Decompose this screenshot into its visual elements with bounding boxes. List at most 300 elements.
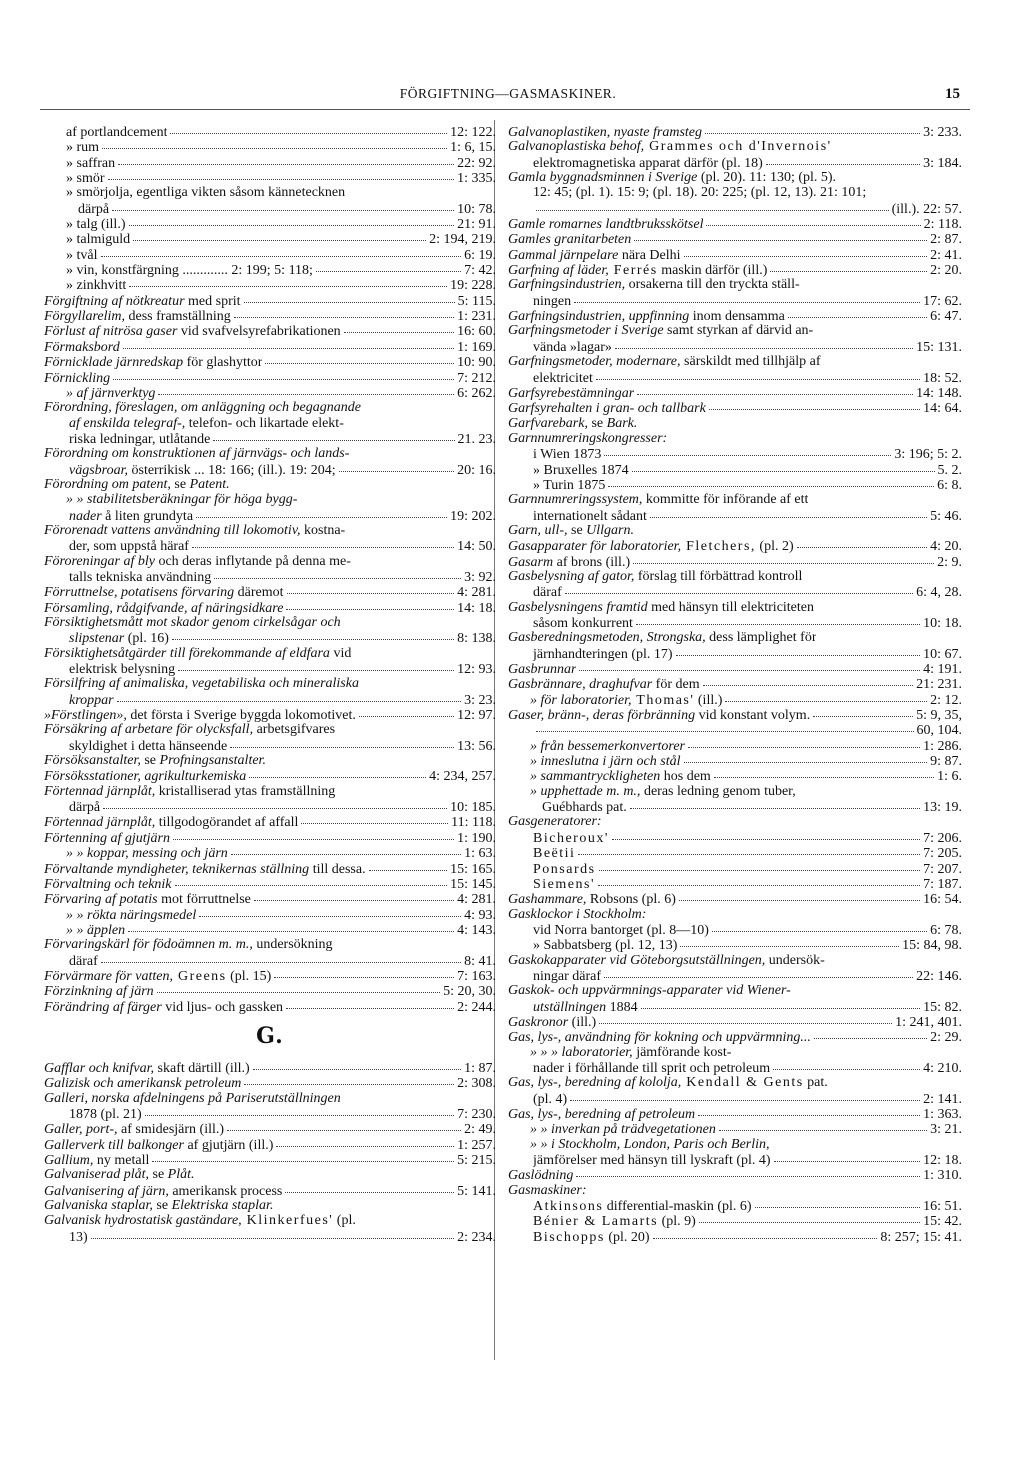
entry-line	[44, 354, 496, 369]
entry-text	[533, 294, 571, 308]
entry-plain-text: der, som uppstå häraf	[69, 539, 189, 554]
entry-line	[508, 1106, 962, 1121]
entry-heading: Förzinkning af järn	[44, 984, 154, 999]
entry-plain-text: ningen	[533, 293, 572, 309]
entry-text	[508, 401, 706, 415]
entry-heading: Gasbelysningens framtid	[508, 599, 648, 615]
entry-plain-text: af portlandcement	[66, 125, 168, 140]
volume-page-reference: 3: 21.	[930, 1122, 962, 1137]
volume-page-reference: 2: 308.	[457, 1076, 496, 1091]
index-entry	[508, 1045, 962, 1076]
entry-plain-text: därpå	[69, 800, 101, 815]
entry-line	[508, 385, 962, 400]
index-entry	[508, 661, 962, 676]
dot-leader	[706, 216, 920, 226]
entry-heading: af enskilda telegraf-,	[69, 415, 186, 431]
entry-spaced-name: Ponsards	[533, 861, 596, 876]
dot-leader	[103, 799, 447, 809]
entry-line	[508, 661, 962, 676]
index-entry	[508, 354, 962, 385]
entry-heading: vägsbroar,	[69, 462, 128, 477]
entry-plain-text: och deras inflytande på denna me-	[154, 553, 351, 569]
entry-line	[44, 538, 496, 553]
entry-text	[533, 1092, 567, 1106]
entry-line	[508, 554, 962, 569]
entry-text	[44, 937, 333, 952]
entry-text	[44, 1061, 250, 1075]
index-entry	[44, 1075, 496, 1090]
volume-page-reference: 2: 29.	[930, 1030, 962, 1045]
entry-heading: »Förstlingen»,	[44, 708, 127, 723]
index-entry	[44, 937, 496, 968]
running-title: FÖRGIFTNING—GASMASKINER.	[399, 86, 617, 101]
entry-plain-text: för glashyttor	[183, 355, 263, 370]
entry-heading: Garfningsmetoder i Sverige	[508, 323, 664, 339]
index-entry	[508, 431, 962, 446]
dot-leader	[813, 707, 913, 717]
entry-plain-text: med sprit	[184, 293, 241, 309]
entry-heading: Gas, lys-, beredning af petroleum	[508, 1107, 696, 1122]
index-entry	[508, 1106, 962, 1121]
index-entry	[508, 861, 962, 876]
entry-text	[533, 156, 763, 170]
entry-text	[533, 585, 562, 599]
volume-page-reference: 19: 202.	[450, 508, 496, 523]
entry-text	[533, 340, 612, 354]
index-entry	[44, 370, 496, 385]
volume-page-reference: 1: 190.	[457, 830, 496, 846]
volume-page-reference: 1: 310.	[923, 1168, 962, 1183]
entry-line	[508, 768, 962, 783]
entry-heading: » af järnverktyg	[66, 385, 156, 401]
entry-text	[533, 1214, 696, 1228]
dot-leader	[599, 861, 921, 871]
volume-page-reference: 6: 8.	[937, 477, 962, 493]
index-entry	[44, 907, 496, 922]
dot-leader	[244, 293, 455, 303]
entry-line	[44, 692, 496, 707]
entry-text	[508, 677, 700, 691]
entry-heading: slipstenar	[69, 631, 125, 646]
volume-page-reference: 6: 19.	[464, 247, 496, 263]
dot-leader	[797, 538, 927, 548]
entry-text	[530, 769, 711, 783]
volume-page-reference: 4: 281.	[457, 892, 496, 907]
index-entry	[44, 1183, 496, 1198]
entry-text	[69, 416, 344, 431]
entry-line	[508, 1167, 962, 1182]
entry-line	[508, 323, 962, 338]
entry-text	[530, 754, 681, 768]
index-entry	[44, 676, 496, 707]
index-entry	[508, 1121, 962, 1136]
entry-line	[44, 446, 496, 461]
index-entry	[508, 492, 962, 523]
index-entry	[508, 814, 962, 829]
index-entry	[44, 124, 496, 139]
entry-plain-text: hos dem	[660, 769, 711, 784]
dot-leader	[680, 937, 899, 947]
index-entry	[44, 385, 496, 400]
dot-leader	[641, 999, 920, 1009]
entry-text	[533, 1199, 752, 1213]
entry-heading: Förordning om patent,	[44, 476, 171, 492]
entry-text	[508, 630, 816, 645]
entry-text	[69, 570, 211, 584]
dot-leader	[814, 1029, 927, 1039]
dot-leader	[632, 462, 935, 472]
entry-line	[44, 584, 496, 599]
index-entry	[508, 1167, 962, 1182]
entry-line	[44, 845, 496, 860]
entry-plain-text: Guébhards pat.	[542, 800, 627, 815]
entry-heading: Försiktighetsmått mot skador genom cirkelsågar och	[44, 615, 341, 630]
entry-plain-text: vända »lagar»	[533, 339, 612, 355]
entry-plain-text: orsakerna till den tryckta ställ-	[625, 277, 800, 293]
volume-page-reference: 6: 262.	[457, 385, 496, 401]
volume-page-reference: 1: 63.	[464, 846, 496, 861]
entry-heading: » » stabilitetsberäkningar för höga bygg-	[66, 492, 298, 508]
entry-line	[508, 922, 962, 937]
entry-plain-text: jämförelser med hänsyn till lyskraft (pl. 4)	[533, 1153, 771, 1168]
entry-heading: Garfsyrebestämningar	[508, 385, 635, 401]
entry-text	[533, 509, 647, 523]
entry-plain-text: såsom konkurrent	[533, 616, 633, 631]
entry-line	[508, 247, 962, 262]
entry-plain-text: (pl. 2)	[755, 539, 794, 554]
index-entry	[508, 1213, 962, 1228]
entry-plain-text: med hänsyn till elektriciteten	[647, 599, 815, 615]
dot-leader	[175, 876, 448, 886]
entry-line	[44, 477, 496, 492]
entry-line	[44, 876, 496, 891]
index-entry	[508, 477, 962, 492]
volume-page-reference: 12: 93.	[457, 662, 496, 677]
index-entry	[508, 676, 962, 691]
entry-text	[44, 969, 271, 983]
volume-page-reference: 10: 185.	[450, 800, 496, 815]
index-entry	[508, 400, 962, 415]
dot-leader	[714, 768, 934, 778]
entry-text	[508, 1183, 587, 1198]
entry-line	[44, 124, 496, 139]
entry-spaced-name: Beëtii	[533, 846, 576, 861]
index-entry	[508, 907, 962, 922]
index-entry	[508, 1183, 962, 1198]
entry-heading: Garnnumreringssystem,	[508, 492, 643, 508]
entry-text	[530, 1045, 731, 1060]
entry-plain-text: se	[587, 415, 607, 431]
entry-text	[533, 1000, 638, 1014]
entry-plain-text: skyldighet i detta hänseende	[69, 738, 228, 754]
entry-heading: Gallerverk till balkonger	[44, 1137, 184, 1152]
volume-page-reference: 5. 2.	[937, 462, 962, 477]
index-entry	[508, 983, 962, 1014]
entry-plain-text: därpå	[78, 201, 110, 217]
dot-leader	[570, 1091, 920, 1101]
entry-text	[66, 156, 115, 170]
dot-leader	[316, 262, 461, 272]
volume-page-reference: 3: 233.	[923, 125, 962, 140]
entry-text	[44, 1091, 341, 1106]
dot-leader	[339, 462, 454, 472]
entry-text	[508, 170, 836, 185]
entry-heading: Galvanisering af järn,	[44, 1183, 169, 1199]
entry-line	[508, 753, 962, 768]
volume-page-reference: 1: 286.	[923, 738, 962, 754]
entry-line	[44, 861, 496, 876]
entry-line	[508, 139, 962, 154]
entry-heading: » » inverkan på trädvegetationen	[530, 1122, 716, 1137]
entry-line	[44, 308, 496, 323]
volume-page-reference: 14: 18.	[457, 600, 496, 615]
entry-line	[508, 400, 962, 415]
dot-leader	[173, 830, 454, 840]
entry-line	[508, 1198, 962, 1213]
entry-text	[69, 463, 336, 477]
dot-leader	[599, 1014, 892, 1024]
entry-plain-text: telefon- och likartade elekt-	[185, 415, 344, 431]
entry-line	[44, 1091, 496, 1106]
entry-text	[533, 831, 609, 845]
entry-text	[508, 277, 800, 292]
index-entry	[508, 462, 962, 477]
volume-page-reference: 17: 62.	[923, 293, 962, 309]
index-entry	[44, 262, 496, 277]
entry-heading: kroppar	[69, 692, 114, 708]
entry-line	[44, 201, 496, 216]
entry-line	[508, 293, 962, 308]
entry-plain-text: amerikansk process	[168, 1183, 283, 1199]
dot-leader	[199, 907, 461, 917]
entry-plain-text: ningar däraf	[533, 968, 602, 984]
entry-heading: » » äpplen	[66, 922, 126, 938]
entry-plain-text: skaft därtill (ill.)	[154, 1060, 250, 1076]
entry-text	[44, 324, 341, 338]
entry-heading: Gaskok- och uppvärmnings-apparater vid Wiener-	[508, 983, 791, 999]
entry-line	[508, 722, 962, 737]
volume-page-reference: 8: 257; 15: 41.	[880, 1229, 962, 1245]
entry-heading: Förnickling	[44, 370, 111, 385]
entry-heading: Gasbrännare, draghufvar	[508, 677, 653, 692]
entry-spaced-name: Klinkerfues'	[241, 1213, 334, 1229]
entry-plain-text: ny metall	[93, 1153, 150, 1168]
dot-leader	[196, 508, 447, 518]
entry-plain-text: se	[567, 522, 587, 538]
index-entry	[508, 707, 962, 738]
entry-line	[44, 661, 496, 676]
index-entry	[44, 446, 496, 477]
index-entry	[508, 1229, 962, 1244]
entry-line	[44, 277, 496, 292]
entry-line	[508, 845, 962, 860]
index-entry	[44, 1213, 496, 1244]
entry-plain-text: till dessa.	[309, 861, 366, 876]
entry-text	[533, 862, 596, 876]
volume-page-reference: 1: 363.	[923, 1107, 962, 1122]
entry-text	[44, 1198, 273, 1213]
entry-plain-text: inom densamma	[689, 309, 785, 324]
entry-line	[44, 1229, 496, 1244]
index-entry	[44, 876, 496, 891]
entry-plain-text: » smör	[66, 171, 105, 186]
entry-heading: Förtennad järnplåt,	[44, 815, 156, 830]
entry-plain-text: dess lämplighet för	[705, 630, 817, 646]
volume-page-reference: 12: 18.	[923, 1153, 962, 1168]
entry-heading: Förvaringskärl för födoämnen m. m.,	[44, 937, 253, 953]
dot-leader	[719, 1121, 927, 1131]
entry-text	[530, 1122, 716, 1136]
index-entry	[508, 876, 962, 891]
page-header	[48, 86, 968, 106]
entry-text	[66, 492, 297, 507]
index-entry	[44, 523, 496, 554]
index-entry	[508, 538, 962, 553]
index-entry	[44, 753, 496, 768]
volume-page-reference: 4: 191.	[923, 662, 962, 677]
index-entry	[44, 354, 496, 369]
dot-leader	[684, 753, 928, 763]
entry-line	[508, 861, 962, 876]
dot-leader	[596, 370, 920, 380]
entry-heading: Förändring af färger	[44, 999, 162, 1014]
index-entry	[508, 845, 962, 860]
dot-leader	[774, 1152, 921, 1162]
index-entry	[44, 293, 496, 308]
entry-line	[508, 1183, 962, 1198]
dot-leader	[254, 891, 454, 901]
volume-page-reference: 3: 196; 5: 2.	[894, 447, 962, 462]
entry-heading: Galvaniska staplar,	[44, 1198, 153, 1214]
dot-leader	[234, 308, 454, 318]
volume-page-reference: 12: 122.	[450, 125, 496, 140]
dot-leader	[101, 953, 461, 963]
dot-leader	[773, 1060, 920, 1070]
index-entry	[44, 1091, 496, 1122]
entry-heading: nader	[69, 508, 102, 523]
index-entry	[44, 584, 496, 599]
entry-text	[508, 139, 832, 154]
entry-text	[44, 523, 345, 538]
dot-leader	[133, 231, 426, 241]
volume-page-reference: 21: 91.	[457, 217, 496, 232]
entry-plain-text: (pl. 4)	[533, 1091, 568, 1106]
volume-page-reference: 16: 54.	[923, 892, 962, 907]
entry-plain-text: för dem	[652, 677, 700, 692]
index-entry	[44, 1121, 496, 1136]
dot-leader	[112, 201, 454, 211]
page-number: 15	[945, 86, 960, 102]
index-entry	[44, 600, 496, 615]
dot-leader	[178, 661, 454, 671]
entry-line	[44, 185, 496, 200]
section-letter	[44, 1014, 496, 1060]
entry-heading: Garfningsmetoder, modernare,	[508, 354, 681, 370]
entry-line	[508, 308, 962, 323]
entry-line	[44, 139, 496, 154]
entry-plain-text: (pl.	[333, 1213, 356, 1229]
entry-line	[44, 1137, 496, 1152]
index-entry	[508, 630, 962, 661]
entry-plain-text: se	[140, 753, 160, 769]
dot-leader	[231, 845, 461, 855]
dot-leader	[536, 201, 889, 211]
index-entry	[44, 323, 496, 338]
entry-spaced-name: Siemens'	[533, 876, 595, 892]
entry-heading: » inneslutna i järn och stål	[530, 754, 681, 769]
entry-heading: Gammal järnpelare	[508, 247, 619, 263]
entry-text	[44, 722, 335, 737]
index-entry	[508, 277, 962, 308]
index-entry	[44, 216, 496, 231]
dot-leader	[249, 768, 426, 778]
entry-line	[44, 1106, 496, 1121]
entry-text	[533, 1230, 650, 1244]
entry-plain-text: (pl. 9)	[658, 1214, 696, 1229]
entry-line	[44, 523, 496, 538]
index-entry	[508, 922, 962, 937]
index-entry	[508, 768, 962, 783]
entry-line	[508, 692, 962, 707]
entry-heading: Förgyllarelim,	[44, 309, 126, 324]
volume-page-reference: 2: 20.	[930, 263, 962, 278]
entry-text	[44, 784, 335, 799]
entry-text	[508, 431, 667, 446]
entry-text	[44, 646, 351, 661]
index-entry	[44, 845, 496, 860]
entry-line	[508, 170, 962, 185]
entry-text	[44, 554, 351, 569]
entry-text	[533, 969, 601, 983]
dot-leader	[170, 124, 447, 134]
volume-page-reference: 8: 138.	[457, 631, 496, 646]
entry-line	[44, 1060, 496, 1075]
dot-leader	[699, 1213, 920, 1223]
volume-page-reference: 18: 52.	[923, 370, 962, 385]
index-entry	[508, 1137, 962, 1168]
entry-line	[44, 508, 496, 523]
dot-leader	[676, 646, 921, 656]
index-entry	[44, 615, 496, 646]
entry-plain-text: vid Norra bantorget (pl. 8—10)	[533, 922, 709, 938]
volume-page-reference: 15: 82.	[923, 999, 962, 1014]
entry-text	[44, 892, 251, 906]
entry-text	[69, 509, 193, 523]
dot-leader	[684, 247, 928, 257]
entry-line	[44, 1167, 496, 1182]
dot-leader	[612, 830, 920, 840]
dot-leader	[129, 277, 447, 287]
entry-plain-text: undersökning	[252, 937, 333, 953]
dot-leader	[172, 630, 454, 640]
entry-line	[508, 508, 962, 523]
dot-leader	[118, 155, 454, 165]
volume-page-reference: 2: 118.	[923, 217, 962, 232]
entry-text	[44, 371, 110, 385]
index-entry	[44, 477, 496, 492]
entry-plain-text: » Bruxelles 1874	[533, 462, 629, 477]
volume-page-reference: 10: 90.	[457, 355, 496, 370]
dot-leader	[274, 968, 454, 978]
index-entry	[44, 247, 496, 262]
entry-plain-text: järnhandteringen (pl. 17)	[533, 646, 673, 662]
entry-text	[533, 938, 677, 952]
entry-heading: Förtennad järnplåt,	[44, 783, 156, 799]
entry-plain-text: kommitte för införande af ett	[642, 492, 809, 508]
dot-leader	[650, 508, 927, 518]
volume-page-reference: 10: 78.	[457, 201, 496, 217]
dot-leader	[157, 983, 440, 993]
